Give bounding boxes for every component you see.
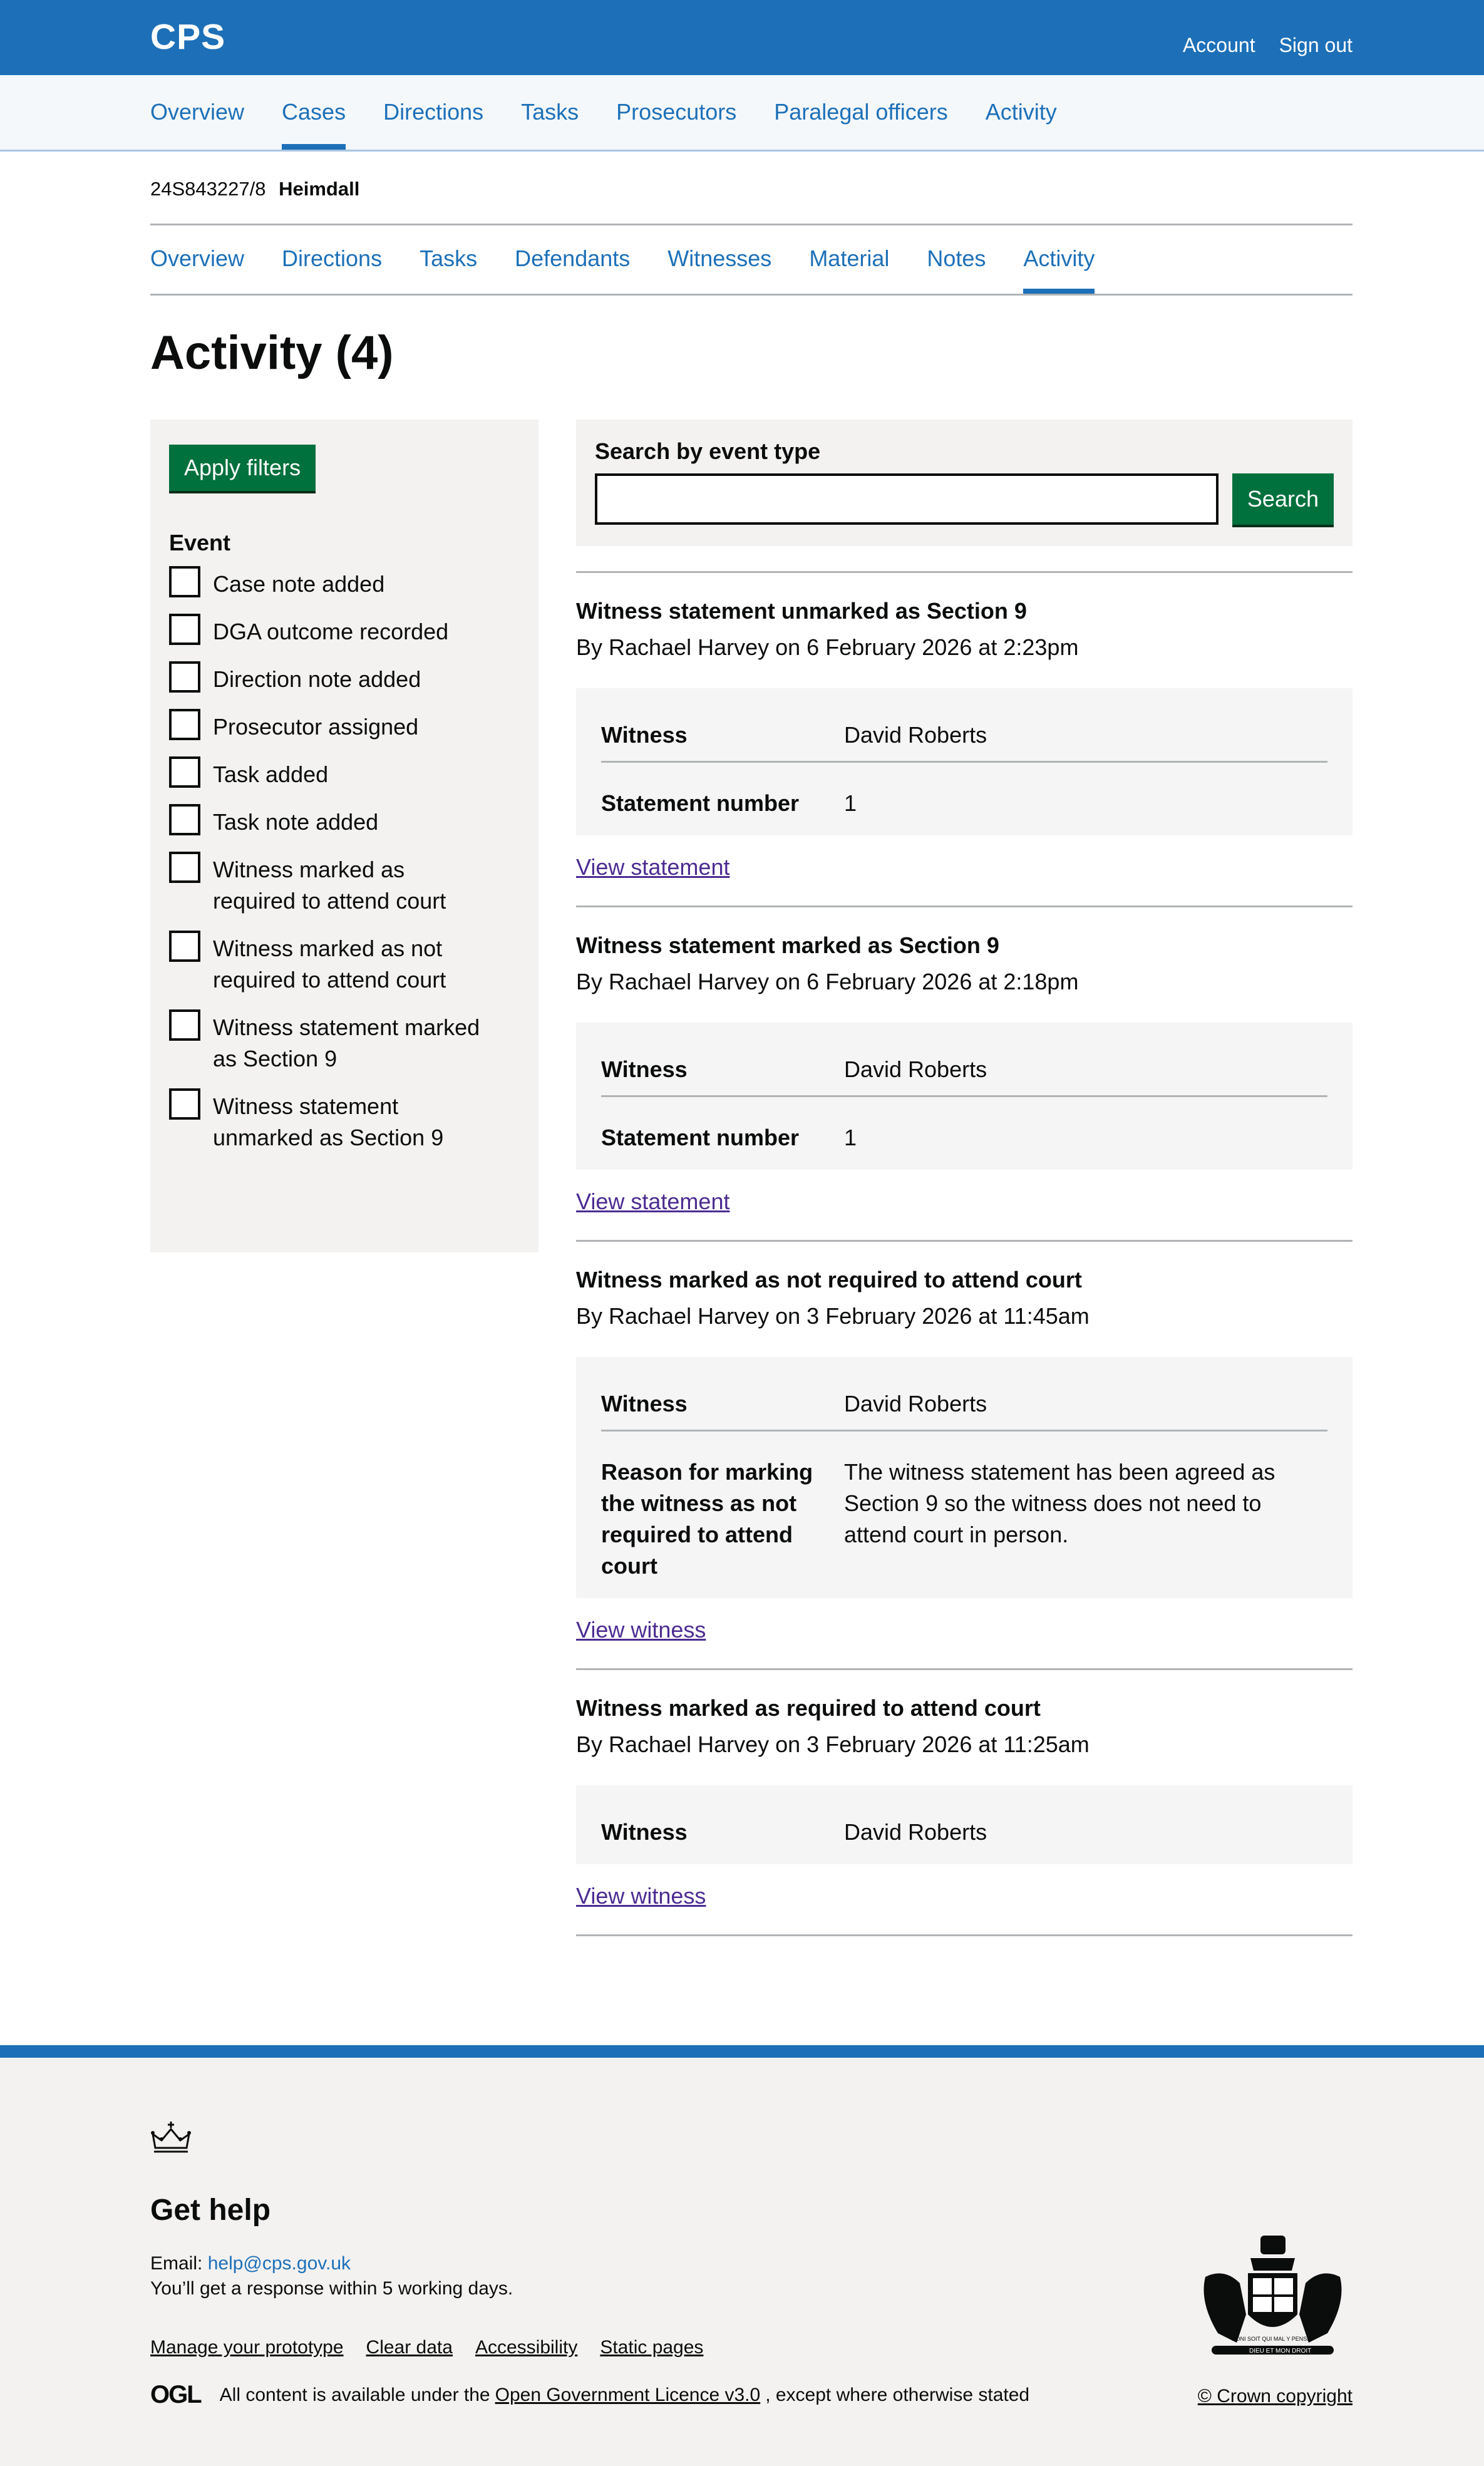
summary-list [576, 1023, 1353, 1170]
summary-key: Witness [601, 1391, 688, 1416]
case-nav-directions[interactable]: Directions [282, 245, 383, 271]
filter-checkbox[interactable] [169, 933, 520, 996]
email-label: Email: [150, 2253, 203, 2274]
summary-value: 1 [844, 1125, 857, 1150]
activity-event [576, 1668, 1353, 1934]
filter-panel [150, 420, 538, 1252]
case-navigation [150, 225, 1095, 294]
search-label: Search by event type [595, 438, 821, 464]
checkbox-label[interactable]: Prosecutor assigned [213, 714, 419, 740]
primary-nav-cases[interactable]: Cases [282, 75, 346, 150]
crown-icon [150, 2120, 192, 2155]
checkbox-label[interactable]: Task note added [213, 809, 379, 835]
event-meta: By Rachael Harvey on 3 February 2026 at 11:25am [576, 1731, 1090, 1757]
summary-key: Witness [601, 722, 688, 748]
event-title: Witness statement unmarked as Section 9 [576, 598, 1027, 624]
filter-checkbox[interactable] [169, 1091, 520, 1153]
event-meta: By Rachael Harvey on 3 February 2026 at 11:45am [576, 1303, 1090, 1329]
filter-checkbox[interactable] [169, 711, 520, 743]
case-nav-defendants[interactable]: Defendants [515, 245, 631, 271]
filter-checkbox[interactable] [169, 854, 520, 917]
case-nav-notes[interactable]: Notes [927, 245, 986, 271]
site-header [0, 0, 1484, 75]
filter-checkbox[interactable] [169, 664, 520, 695]
summary-row [601, 694, 1327, 763]
checkbox[interactable] [169, 756, 200, 788]
footer-link-clear-data[interactable]: Clear data [366, 2337, 453, 2358]
case-reference [150, 178, 359, 200]
case-nav-overview[interactable]: Overview [150, 245, 245, 271]
case-nav-activity[interactable]: Activity [1023, 225, 1095, 294]
view-witness-link[interactable]: View witness [576, 1617, 706, 1643]
checkbox[interactable] [169, 709, 200, 740]
page-title: Activity (4) [150, 326, 394, 379]
sign-out-link[interactable]: Sign out [1279, 34, 1353, 56]
primary-nav-directions[interactable]: Directions [383, 99, 484, 125]
filter-checkbox[interactable] [169, 569, 520, 600]
view-statement-link[interactable]: View statement [576, 854, 730, 880]
case-nav-tasks[interactable]: Tasks [420, 245, 478, 271]
crown-copyright-link[interactable]: © Crown copyright [1197, 2386, 1353, 2407]
header-links [1183, 34, 1353, 57]
ogl-logo: OGL [150, 2381, 201, 2408]
checkbox-label[interactable]: Case note added [213, 571, 385, 597]
primary-nav-activity[interactable]: Activity [985, 99, 1057, 125]
checkbox-label[interactable]: Direction note added [213, 666, 421, 692]
summary-key: Witness [601, 1819, 688, 1845]
checkbox-label[interactable]: DGA outcome recorded [213, 619, 449, 644]
activity-event [576, 1240, 1353, 1668]
event-meta: By Rachael Harvey on 6 February 2026 at 2:23pm [576, 634, 1079, 660]
view-statement-link[interactable]: View statement [576, 1189, 730, 1214]
footer-email [150, 2253, 351, 2274]
case-reference-number: 24S843227/8 [150, 178, 266, 200]
footer-response-time: You’ll get a response within 5 working days. [150, 2278, 513, 2299]
filter-checkbox[interactable] [169, 807, 520, 838]
summary-row [601, 1792, 1327, 1858]
activity-results [576, 420, 1353, 1936]
event-title: Witness marked as not required to attend court [576, 1267, 1082, 1292]
summary-list [576, 1785, 1353, 1864]
summary-value: David Roberts [844, 722, 987, 748]
divider [150, 294, 1353, 296]
summary-key: Statement number [601, 790, 800, 816]
summary-row [601, 763, 1327, 829]
primary-nav-paralegal-officers[interactable]: Paralegal officers [774, 99, 948, 125]
footer-licence [150, 2381, 1029, 2409]
licence-prefix: All content is available under the [219, 2384, 490, 2405]
arms-motto-right: DIEU ET MON DROIT [1249, 2348, 1312, 2355]
summary-value: The witness statement has been agreed as Section 9 so the witness does not need to attend court in person. [844, 1459, 1275, 1547]
summary-row [601, 1432, 1327, 1592]
summary-value: David Roberts [844, 1391, 987, 1416]
case-nav-material[interactable]: Material [809, 245, 890, 271]
primary-nav-prosecutors[interactable]: Prosecutors [616, 99, 737, 125]
checkbox-label[interactable]: Witness marked as not required to attend court [213, 936, 446, 993]
checkbox[interactable] [169, 661, 200, 693]
activity-event [576, 905, 1353, 1240]
case-nav-witnesses[interactable]: Witnesses [667, 245, 772, 271]
search-button[interactable]: Search [1232, 473, 1334, 525]
summary-row [601, 1029, 1327, 1097]
divider [576, 1934, 1353, 1936]
service-logo[interactable]: CPS [150, 17, 226, 57]
footer-link-manage-prototype[interactable]: Manage your prototype [150, 2337, 344, 2358]
summary-key: Reason for marking the witness as not required to attend court [601, 1459, 813, 1579]
filter-checkbox[interactable] [169, 1012, 520, 1075]
email-link[interactable]: help@cps.gov.uk [207, 2253, 351, 2274]
account-link[interactable]: Account [1182, 34, 1255, 56]
checkbox[interactable] [169, 804, 200, 835]
primary-navigation [0, 75, 1484, 152]
filter-checkbox[interactable] [169, 759, 520, 790]
footer-heading: Get help [150, 2194, 271, 2227]
view-witness-link[interactable]: View witness [576, 1883, 706, 1909]
footer-link-static-pages[interactable]: Static pages [600, 2337, 704, 2358]
arms-motto-left: HONI SOIT QUI MAL Y PENSE [1232, 2336, 1311, 2342]
checkbox[interactable] [169, 614, 200, 645]
checkbox[interactable] [169, 852, 200, 883]
checkbox[interactable] [169, 566, 200, 597]
summary-key: Statement number [601, 1125, 800, 1150]
licence-suffix: , except where otherwise stated [765, 2384, 1030, 2405]
search-panel [576, 420, 1353, 546]
summary-list [576, 688, 1353, 835]
summary-value: David Roberts [844, 1056, 987, 1082]
footer-links [150, 2337, 703, 2358]
case-name: Heimdall [279, 178, 360, 200]
event-meta: By Rachael Harvey on 6 February 2026 at 2:18pm [576, 969, 1079, 994]
summary-list [576, 1357, 1353, 1598]
apply-filters-button[interactable]: Apply filters [169, 445, 316, 491]
summary-row [601, 1097, 1327, 1163]
footer-link-accessibility[interactable]: Accessibility [475, 2337, 578, 2358]
site-footer [0, 2045, 1484, 2466]
summary-value: 1 [844, 790, 857, 816]
checkbox-label[interactable]: Witness statement marked as Section 9 [213, 1014, 480, 1071]
checkbox[interactable] [169, 1009, 200, 1041]
primary-nav-overview[interactable]: Overview [150, 99, 245, 125]
event-title: Witness statement marked as Section 9 [576, 932, 999, 958]
checkbox-label[interactable]: Witness statement unmarked as Section 9 [213, 1093, 444, 1150]
checkbox-label[interactable]: Witness marked as required to attend court [213, 857, 446, 914]
activity-event [576, 571, 1353, 905]
licence-link[interactable]: Open Government Licence v3.0 [495, 2384, 761, 2405]
filter-legend: Event [169, 530, 231, 555]
event-title: Witness marked as required to attend court [576, 1695, 1041, 1721]
primary-nav-tasks[interactable]: Tasks [521, 99, 579, 125]
summary-row [601, 1363, 1327, 1432]
checkbox[interactable] [169, 931, 200, 962]
royal-coat-of-arms-icon [1193, 2233, 1353, 2365]
filter-checkbox[interactable] [169, 616, 520, 647]
summary-key: Witness [601, 1056, 688, 1082]
checkbox-label[interactable]: Task added [213, 761, 329, 787]
checkbox[interactable] [169, 1088, 200, 1120]
search-input[interactable] [595, 473, 1219, 525]
summary-value: David Roberts [844, 1819, 987, 1845]
